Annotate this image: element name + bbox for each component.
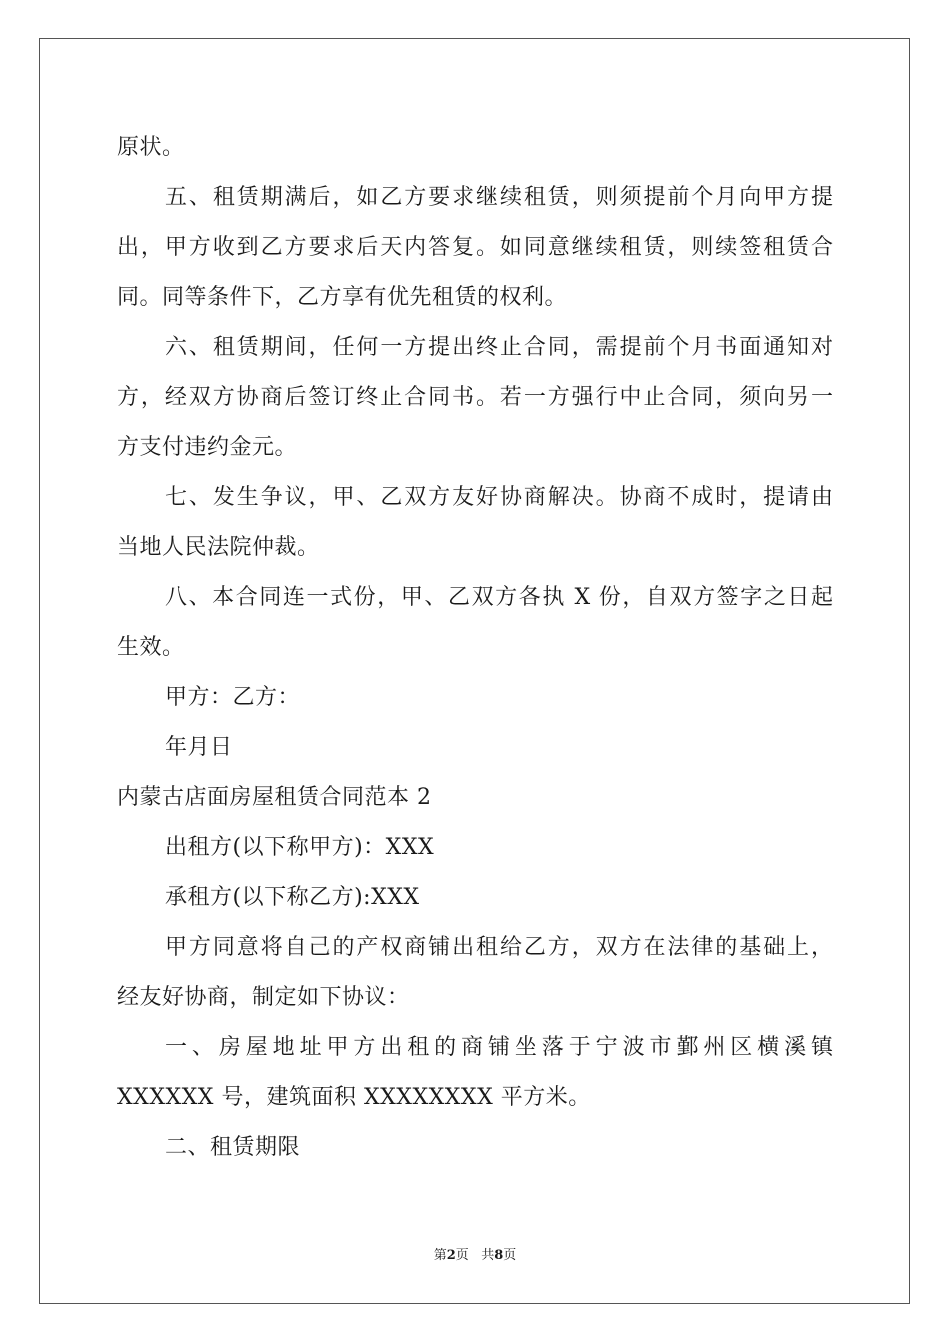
text-line: 方，经双方协商后签订终止合同书。若一方强行中止合同，须向另一 bbox=[117, 385, 833, 410]
text-line: 出租方(以下称甲方)：XXX bbox=[165, 835, 435, 860]
text-line: 经友好协商，制定如下协议： bbox=[117, 985, 410, 1010]
date-line: 年月日 bbox=[165, 735, 233, 760]
page-number: 2 bbox=[446, 1248, 456, 1263]
text-line: 同。同等条件下，乙方享有优先租赁的权利。 bbox=[117, 285, 568, 310]
signature-line: 甲方：乙方： bbox=[165, 685, 301, 710]
text-line: 一、房屋地址甲方出租的商铺坐落于宁波市鄞州区横溪镇 bbox=[165, 1035, 833, 1060]
total-suffix: 页 bbox=[503, 1248, 517, 1263]
text-line: 甲方同意将自己的产权商铺出租给乙方，双方在法律的基础上， bbox=[165, 935, 833, 960]
text-line: 承租方(以下称乙方):XXX bbox=[165, 885, 420, 910]
text-line: 当地人民法院仲裁。 bbox=[117, 535, 320, 560]
text-line: 生效。 bbox=[117, 635, 185, 660]
text-line: XXXXXX 号，建筑面积 XXXXXXXX 平方米。 bbox=[117, 1085, 591, 1110]
total-prefix: 共 bbox=[481, 1248, 495, 1263]
total-pages: 8 bbox=[494, 1248, 504, 1263]
page-prefix: 第 bbox=[433, 1248, 447, 1263]
text-line: 二、租赁期限 bbox=[165, 1135, 301, 1160]
page-footer bbox=[0, 1248, 950, 1264]
page-suffix: 页 bbox=[455, 1248, 469, 1263]
section-title: 内蒙古店面房屋租赁合同范本 2 bbox=[117, 785, 432, 810]
text-line: 出，甲方收到乙方要求后天内答复。如同意继续租赁，则续签租赁合 bbox=[117, 235, 833, 260]
text-line: 七、发生争议，甲、乙双方友好协商解决。协商不成时，提请由 bbox=[165, 485, 833, 510]
text-line: 原状。 bbox=[117, 135, 185, 160]
text-line: 五、租赁期满后，如乙方要求继续租赁，则须提前个月向甲方提 bbox=[165, 185, 833, 210]
text-line: 八、本合同连一式份，甲、乙双方各执 X 份，自双方签字之日起 bbox=[165, 585, 833, 610]
page-border bbox=[39, 38, 910, 1304]
text-line: 六、租赁期间，任何一方提出终止合同，需提前个月书面通知对 bbox=[165, 335, 833, 360]
text-line: 方支付违约金元。 bbox=[117, 435, 298, 460]
